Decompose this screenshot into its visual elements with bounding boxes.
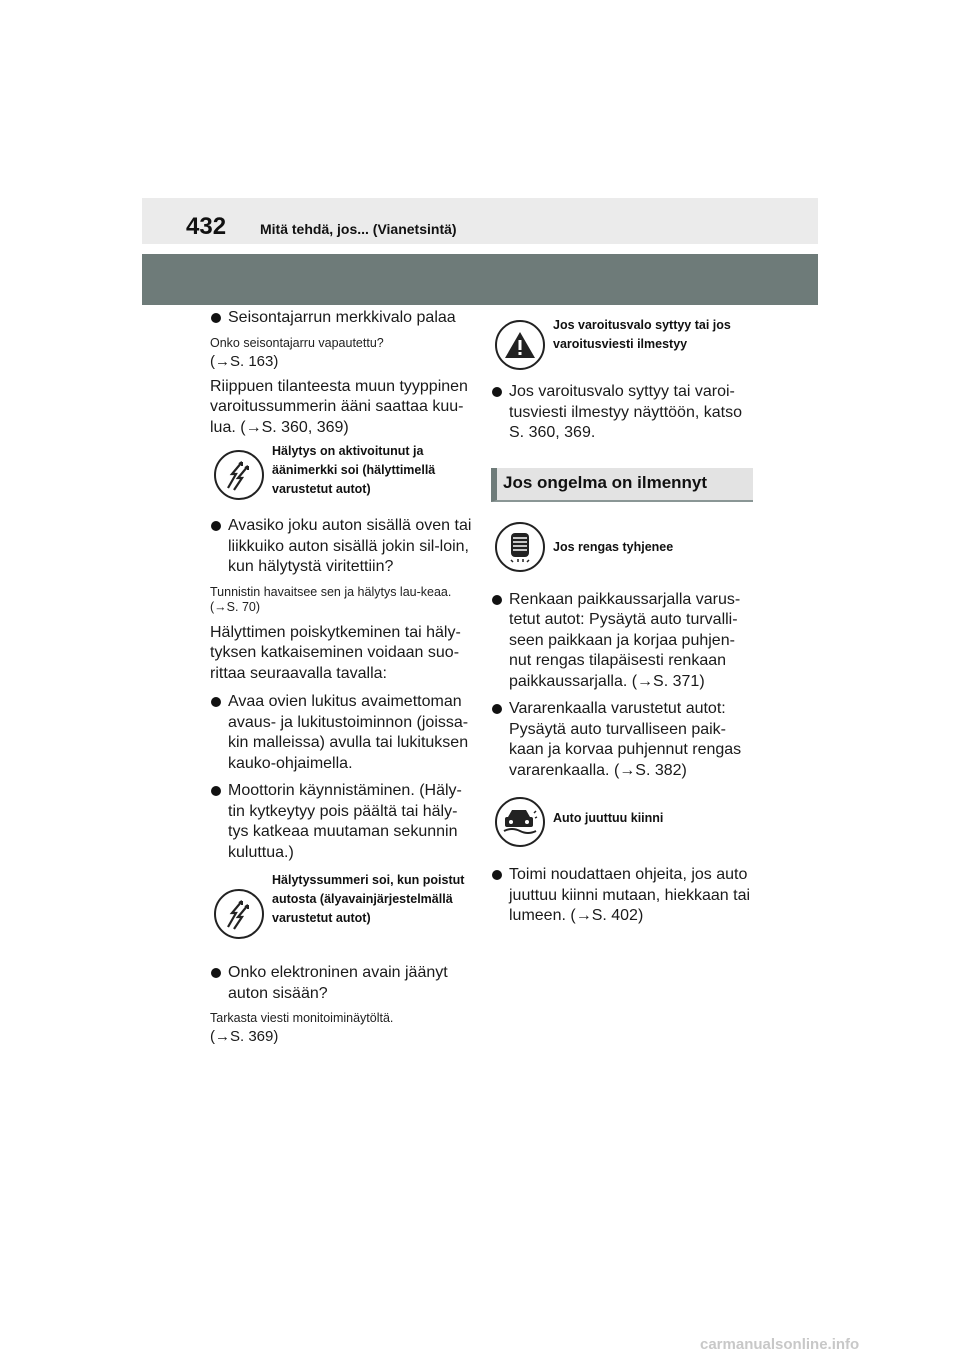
- bullet-text: Avasiko joku auton sisällä oven tai liikkuiko auton sisällä jokin sil-loin, kun hälytystä viritettiin?: [228, 517, 472, 575]
- tire-icon-block: [491, 522, 753, 580]
- right-column: [491, 316, 753, 934]
- icon-label: Jos rengas tyhjenee: [553, 539, 674, 554]
- bullet-icon: [492, 387, 502, 397]
- bullet-item: [491, 699, 753, 781]
- note-text: Onko seisontajarru vapautettu?: [210, 335, 384, 350]
- note-text: Tarkasta viesti monitoiminäytöltä.: [210, 1011, 394, 1025]
- bullet-item: [210, 516, 472, 578]
- bullet-item: [210, 781, 472, 863]
- page-reference: (→S. 369): [210, 1028, 279, 1045]
- warning-triangle-icon: [495, 320, 545, 370]
- stuck-car-icon: [495, 797, 545, 847]
- left-column: [210, 308, 472, 1052]
- bullet-icon: [211, 521, 221, 531]
- icon-label: Auto juuttuu kiinni: [553, 811, 664, 825]
- note-text: Tunnistin havaitsee sen ja hälytys lau-keaa. (→S. 70): [210, 584, 452, 614]
- icon-label: Hälytys on aktivoitunut ja äänimerkki soi (hälyttimellä varustetut autot): [272, 444, 436, 496]
- bullet-item: [491, 590, 753, 693]
- bullet-item: [491, 865, 753, 927]
- icon-label: Jos varoitusvalo syttyy tai jos varoitusviesti ilmestyy: [553, 318, 731, 351]
- bullet-text: Jos varoitusvalo syttyy tai varoi-tusviesti ilmestyy näyttöön, katso S. 360, 369.: [509, 383, 742, 441]
- bullet-text: Onko elektroninen avain jäänyt auton sisään?: [228, 964, 448, 1002]
- header-bar: [142, 198, 818, 244]
- bullet-icon: [211, 968, 221, 978]
- alarm-icon-block: [210, 446, 472, 506]
- bullet-item: [491, 382, 753, 444]
- bullet-text: Toimi noudattaen ohjeita, jos auto juuttuu kiinni mutaan, hiekkaan tai lumeen. (→S. 402): [509, 866, 751, 924]
- bullet-icon: [492, 704, 502, 714]
- section-title: Mitä tehdä, jos... (Vianetsintä): [260, 221, 457, 237]
- alarm-icon: [214, 889, 264, 939]
- icon-label: Hälytyssummeri soi, kun poistut autosta (älyavainjärjestelmällä varustetut autot): [272, 873, 465, 925]
- stuck-icon-block: [491, 797, 753, 855]
- watermark: carmanualsonline.info: [700, 1336, 860, 1353]
- warning-icon-block: [491, 316, 753, 372]
- page-reference: (→S. 163): [210, 352, 279, 370]
- paragraph: Riippuen tilanteesta muun tyyppinen varoitussummerin ääni saattaa kuu-lua. (→S. 360, 369): [210, 377, 468, 436]
- section-heading: [491, 468, 753, 502]
- bullet-text: Avaa ovien lukitus avaimettoman avaus- ja lukitustoiminnon (joissa-kin malleissa) avulla tai lukituksen kauko-ohjaimella.: [228, 693, 469, 772]
- bullet-text: Moottorin käynnistäminen. (Häly-tin kytkeytyy pois päältä tai häly-tys katkeaa muutaman sekunnin kuluttua.): [228, 782, 462, 861]
- section-heading-text: Jos ongelma on ilmennyt: [503, 472, 708, 492]
- bullet-item: [210, 692, 472, 774]
- bullet-text: Vararenkaalla varustetut autot: Pysäytä auto turvalliseen paik-kaan ja korvaa puhjennut rengas vararenkaalla. (→S. 382): [509, 700, 742, 779]
- header-band: [142, 254, 818, 305]
- bullet-icon: [211, 786, 221, 796]
- bullet-icon: [211, 697, 221, 707]
- page-number: 432: [186, 213, 227, 240]
- buzzer-icon-block: [210, 875, 472, 953]
- paragraph: Hälyttimen poiskytkeminen tai häly-tyksen katkaiseminen voidaan suo-rittaa seuraavalla tavalla:: [210, 623, 461, 682]
- alarm-icon: [214, 450, 264, 500]
- bullet-icon: [211, 313, 221, 323]
- flat-tire-icon: [495, 522, 545, 572]
- bullet-item: [210, 308, 472, 329]
- bullet-text: Renkaan paikkaussarjalla varus-tetut autot: Pysäytä auto turvalli-seen paikkaan ja korjaa puhjen-nut rengas tilapäisesti renkaan paikkaussarjalla. (→S. 371): [509, 590, 741, 690]
- bullet-text: Seisontajarrun merkkivalo palaa: [228, 309, 456, 326]
- bullet-icon: [492, 870, 502, 880]
- bullet-icon: [492, 595, 502, 605]
- bullet-item: [210, 963, 472, 1004]
